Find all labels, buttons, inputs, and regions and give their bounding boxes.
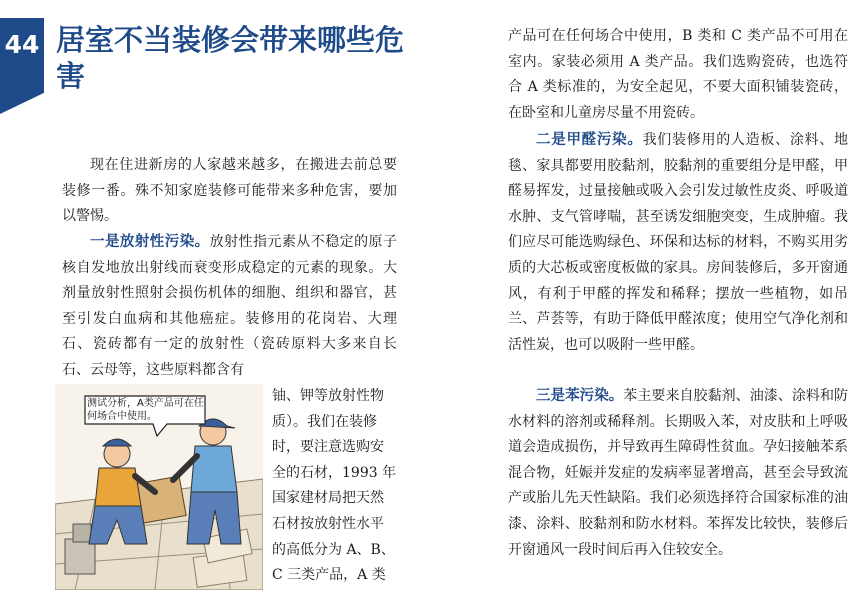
benzene-heading: 三是苯污染。 [536,388,624,404]
intro-paragraph: 现在住进新房的人家越来越多，在搬进去前总要装修一番。殊不知家庭装修可能带来多种危害，要加以警惕。 [62,157,397,225]
formaldehyde-text: 我们装修用的人造板、涂料、地毯、家具都要用胶黏剂，胶黏剂的重要组分是甲醛，甲醛易挥发，过量接触或吸入会引发过敏性皮炎、呼吸道水肿、支气管哮喘，甚至诱发细胞突变，生成肿瘤。我们应尽可能选购绿色、环保和达标的材料，不购买用劣质的大芯板或密度板做的家具。房间装修后，多开窗通风，有利于甲醛的挥发和稀释；摆放一些植物，如吊兰、芦荟等，有助于降低甲醛浓度；使用空气净化剂和活性炭，也可以吸附一些甲醛。 [508,132,849,353]
radiation-paragraph [62,230,397,383]
workers-illustration [55,384,263,590]
benzene-text: 苯主要来自胶黏剂、油漆、涂料和防水材料的溶剂或稀释剂。长期吸入苯，对皮肤和上呼吸道会造成损伤，并导致再生障碍性贫血。孕妇接触苯系混合物，妊娠并发症的发病率显著增高，甚至会导致流产或胎儿先天性缺陷。我们必须选择符合国家标准的油漆、涂料、胶黏剂和防水材料。苯挥发比较快，装修后开窗通风一段时间后再入住较安全。 [508,388,849,558]
benzene-paragraph [508,384,848,563]
formaldehyde-paragraph [508,128,848,358]
radiation-heading: 一是放射性污染。 [90,234,210,250]
radiation-continued-paragraph: 产品可在任何场合中使用，B 类和 C 类产品不可用在室内。家装必须用 A 类产品。我们选购瓷砖，也选符合 A 类标准的，为安全起见，不要大面积铺装瓷砖，在卧室和儿童房尽量不用瓷砖。 [508,28,848,121]
formaldehyde-heading: 二是甲醛污染。 [536,132,643,148]
illustration-svg [55,384,263,590]
page-number: 44 [4,30,40,59]
article-title: 居室不当装修会带来哪些危害 [56,23,405,93]
radiation-wrap-text: 铀、钾等放射性物质）。我们在装修时，要注意选购安全的石材，1993 年国家建材局把天然石材按放射性水平的高低分为 A、B、C 三类产品，A 类 [272,388,397,584]
radiation-text: 放射性指元素从不稳定的原子核自发地放出射线而衰变形成稳定的元素的现象。大剂量放射性照射会损伤机体的细胞、组织和器官，甚至引发白血病和其他癌症。装修用的花岗岩、大理石、瓷砖都有一定的放射性（瓷砖原料大多来自长石、云母等，这些原料都含有 [62,234,397,378]
speech-bubble-text: 测试分析，A类产品可在任何场合中使用。 [87,398,204,422]
